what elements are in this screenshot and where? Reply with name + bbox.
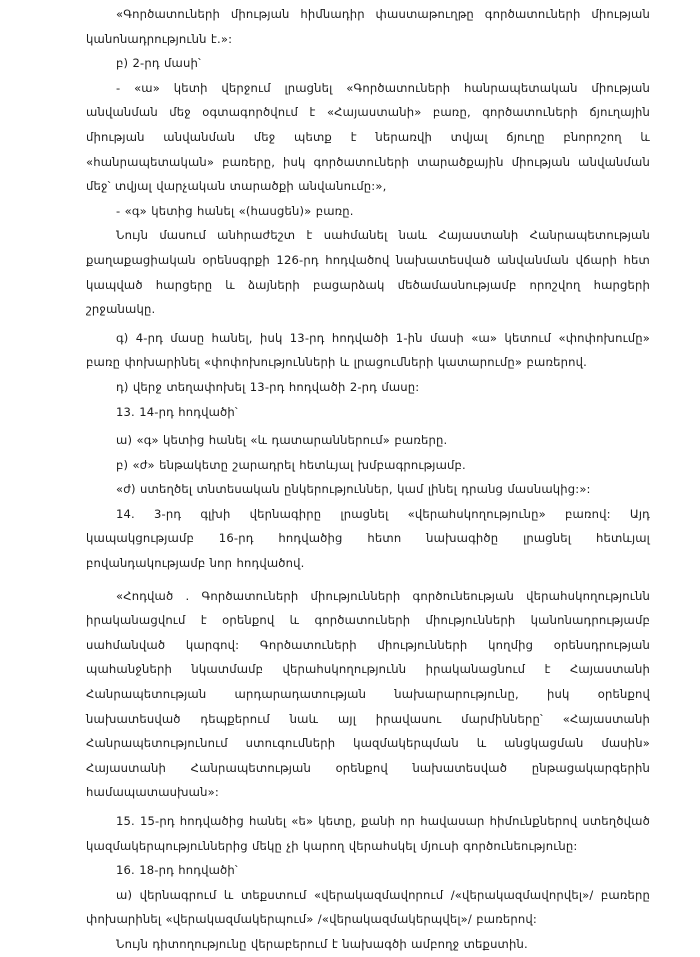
- paragraph-courts-removal: ա) «գ» կետից հանել «և դատարաններում» բառերը.: [116, 433, 448, 448]
- paragraph-subpoint-zh-heading: բ) «ժ» ենթակետը շարադրել հետևյալ խմբագրությամբ.: [116, 457, 466, 472]
- paragraph-article-15-removal: 15. 15-րդ հոդվածից հանել «ե» կետը, քանի որ հավասար հիմունքներով ստեղծված կազմակերպություններից մեկը չի կարող վերահսկել մյուսի գործունեությունը:: [86, 814, 650, 853]
- paragraph-part-4-removal: գ) 4-րդ մասը հանել, իսկ 13-րդ հոդվածի 1-ին մասի «ա» կետում «փոփոխումը» բառը փոխարինել «փոփոխությունների և լրացումների կատարումը» բառերով.: [86, 330, 650, 370]
- paragraph-subpoint-zh-text: «ժ) ստեղծել տնտեսական ընկերություններ, կամ լինել դրանց մասնակից:»:: [116, 482, 591, 497]
- paragraph-founding-document: «Գործատուների միության հիմնադիր փաստաթուղթը գործատուների միության կանոնադրությունն է.»:: [86, 7, 650, 46]
- paragraph-point-a-addition: - «ա» կետի վերջում լրացնել «Գործատուների հանրապետական միության անվանման մեջ օգտագործվում է «Հայաստանի» բառը, գործատուների ճյուղային միության անվանման մեջ պետք է ներառվի տվյալ ճյուղը բնորոշող և «հանրապետական» բառերը, իսկ գործատուների տարածքային միության անվանման մեջ՝ տվյալ վարչական տարածքի անվանումը:»,: [86, 80, 650, 194]
- paragraph-new-article: «Հոդված . Գործատուների միությունների գործունեության վերահսկողությունն իրականացվում է օրենքով և գործատուների միությունների կանոնադրությամբ սահմանված կարգով: Գործատուների միությունների կողմից օրենսդրության պահանջների նկատմամբ վերահսկողությունն իրականացնում է Հայաստանի Հանրապետության արդարադատության նախարարությունը, իսկ օրենքով նախատեսված դեպքերում նաև այլ իրավասու մարմինները՝ «Հայաստանի Հանրապետությունում ստուգումների կազմակերպման և անցկացման մասին» Հայաստանի Հանրապետության օրենքով նախատեսված ընթացակարգերին համապատասխան»:: [86, 588, 650, 800]
- paragraph-article-18-heading: 16. 18-րդ հոդվածի՝: [116, 863, 238, 878]
- paragraph-article-14-heading: 13. 14-րդ հոդվածի՝: [116, 404, 238, 419]
- paragraph-move-part-2: դ) վերջ տեղափոխել 13-րդ հոդվածի 2-րդ մասը:: [116, 379, 420, 394]
- paragraph-chapter-3-title: 14. 3-րդ գլխի վերնագիրը լրացնել «վերահսկողությունը» բառով: Այդ կապակցությամբ 16-րդ հոդվածից հետո նախագիծը լրացնել հետևյալ բովանդակությամբ նոր հոդվածով.: [86, 506, 650, 571]
- paragraph-whole-text-remark: Նույն դիտողությունը վերաբերում է նախագծի ամբողջ տեքստին.: [116, 936, 528, 951]
- paragraph-civil-code-note: Նույն մասում անհրաժեշտ է սահմանել նաև Հայաստանի Հանրապետության քաղաքացիական օրենսգրքի 126-րդ հոդվածով նախատեսված անվանման վճարի հետ կապված հարցերը և ձայների բացարձակ մեծամասնությամբ որոշվող հարցերի շրջանակը.: [86, 228, 650, 317]
- paragraph-point-g-removal: - «գ» կետից հանել «(հասցեն)» բառը.: [116, 203, 354, 218]
- paragraph-part-2-heading: բ) 2-րդ մասի՝: [116, 56, 201, 71]
- paragraph-reorganization-terms: ա) վերնագրում և տեքստում «վերակազմավորում /«վերակազմավորվել»/ բառերը փոխարինել «վերակազմակերպում» /«վերակազմակերպվել»/ բառերով:: [86, 887, 650, 927]
